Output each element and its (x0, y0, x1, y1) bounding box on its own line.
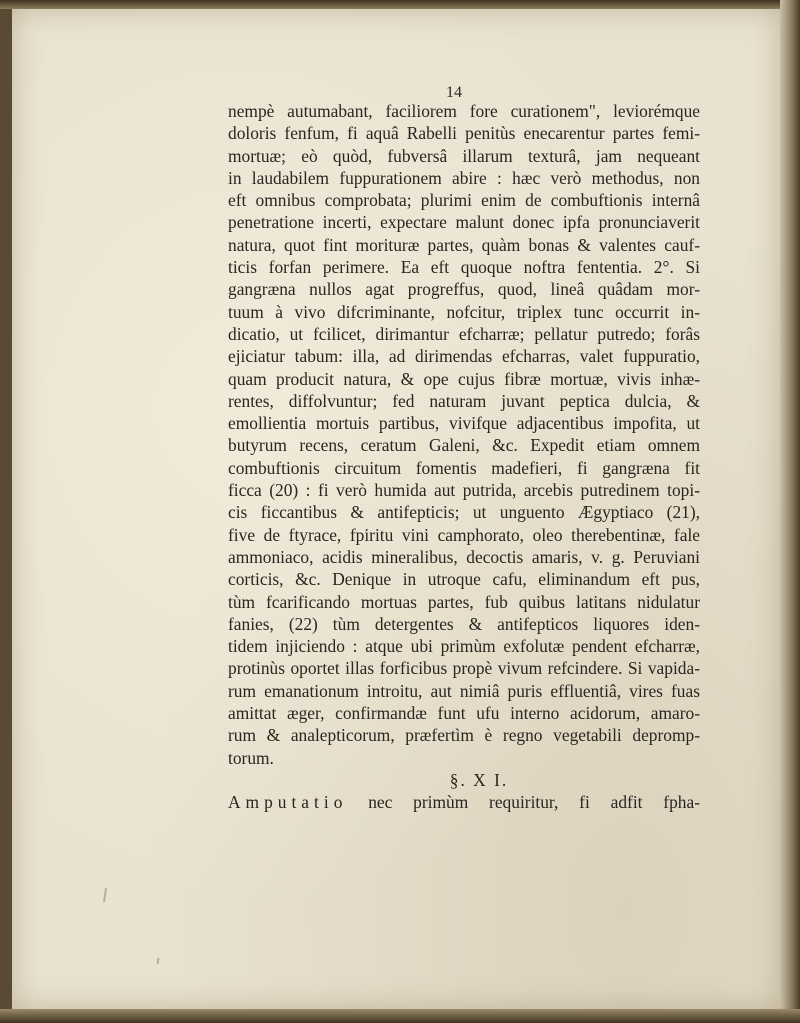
section-lead-word: Amputatio (228, 792, 348, 813)
text-line: butyrum recens, ceratum Galeni, &c. Expedit etiam omnem (228, 435, 700, 456)
text-line: tuum à vivo difcriminante, nofcitur, triplex tunc occurrit in- (228, 301, 700, 322)
text-line: ammoniaco, acidis mineralibus, decoctis amaris, v. g. Peruviani (228, 546, 700, 567)
text-line: ficca (20) : fi verò humida aut putrida, arcebis putredinem topi- (228, 480, 700, 501)
text-line: rum emanationum introitu, aut nimiâ puris effluentiâ, vires fuas (228, 680, 700, 701)
text-line: gangræna nullos agat progreffus, quod, lineâ quâdam mor- (228, 279, 700, 300)
text-line: in laudabilem fuppurationem abire : hæc verò methodus, non (228, 167, 700, 188)
text-line: protinùs oportet illas forficibus propè vivum refcindere. Si vapida- (228, 658, 700, 679)
page-number: 14 (446, 84, 462, 101)
text-line: rum & analepticorum, præfertìm è regno vegetabili depromp- (228, 725, 700, 746)
text-line: combuftionis circuitum fomentis madefieri, fi gangræna fit (228, 457, 700, 478)
text-line: emollientia mortuis partibus, vivifque adjacentibus impofita, ut (228, 413, 700, 434)
text-line: cis ficcantibus & antifepticis; ut unguento Ægyptiaco (21), (228, 502, 700, 523)
text-line: penetratione incerti, expectare malunt donec ipfa pronunciaverit (228, 212, 700, 233)
section-first-line: nec primùm requiritur, fi adfit fpha- (347, 792, 700, 813)
text-line: amittat æger, confirmandæ funt ufu interno acidorum, amaro- (228, 703, 700, 724)
text-line: dicatio, ut fcilicet, dirimantur efcharræ; pellatur putredo; forâs (228, 323, 700, 344)
text-line: corticis, &c. Denique in utroque cafu, eliminandum eft pus, (228, 569, 700, 590)
section-heading: §. X I. (449, 769, 509, 790)
text-line: doloris fenfum, fi aquâ Rabelli penitùs enecarentur partes femi- (228, 123, 700, 144)
page-edge-bottom (0, 1009, 800, 1023)
text-line: tùm fcarificando mortuas partes, fub quibus latitans nidulatur (228, 591, 700, 612)
text-line: natura, quot fint morituræ partes, quàm bonas & valentes cauf- (228, 234, 700, 255)
text-line: tidem injiciendo : atque ubi primùm exfolutæ pendent efcharræ, (228, 636, 700, 657)
text-line: mortuæ; eò quòd, fubversâ illarum texturâ, jam nequeant (228, 145, 700, 166)
pencil-mark (103, 888, 107, 902)
page-edge-top (0, 0, 800, 9)
text-line: rentes, diffolvuntur; fed naturam juvant peptica dulcia, & (228, 390, 700, 411)
text-line: five de ftyrace, fpiritu vini camphorato, oleo therebentinæ, fale (228, 524, 700, 545)
text-line: eft omnibus comprobata; plurimi enim de combuftionis internâ (228, 190, 700, 211)
text-line-final (228, 791, 700, 813)
page-edge-right (780, 0, 800, 1023)
text-line: torum. (228, 747, 274, 768)
body-text (228, 100, 700, 814)
text-line: fanies, (22) tùm detergentes & antifepticos liquores iden- (228, 613, 700, 634)
text-line: quam producit natura, & ope cujus fibræ mortuæ, vivis inhæ- (228, 368, 700, 389)
text-line: nempè autumabant, faciliorem fore curationem", leviorémque (228, 101, 700, 121)
text-line: ticis forfan perimere. Ea eft quoque noftra fententia. 2°. Si (228, 257, 700, 278)
text-line: ejiciatur tabum: illa, ad dirimendas efcharras, valet fuppuratio, (228, 346, 700, 367)
pencil-mark (157, 958, 160, 964)
